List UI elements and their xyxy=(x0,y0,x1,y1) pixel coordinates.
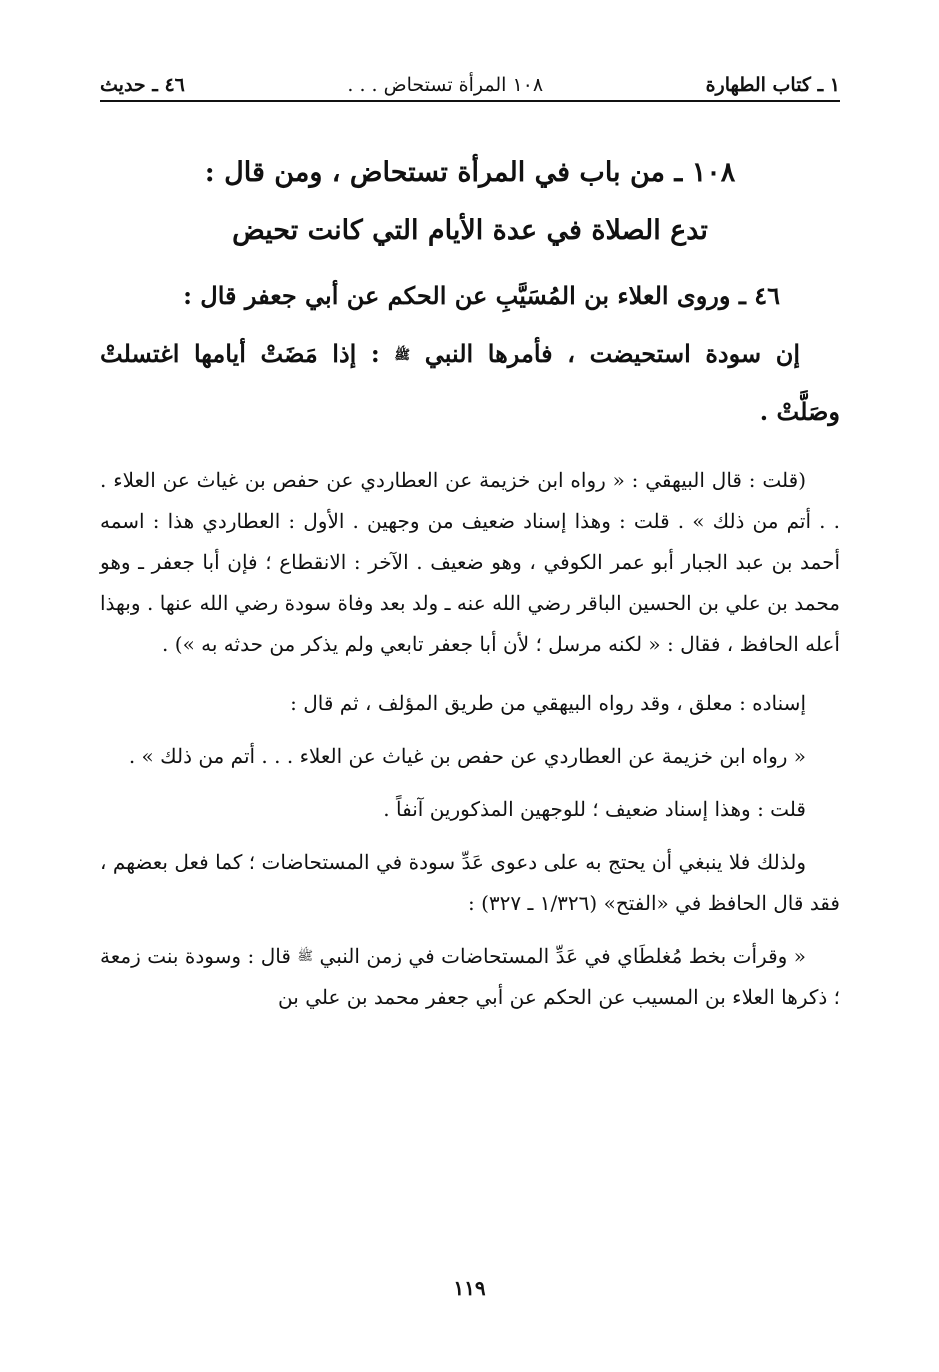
commentary-paragraph-2: إسناده : معلق ، وقد رواه البيهقي من طريق المؤلف ، ثم قال : xyxy=(290,691,806,715)
hadith-text-start: إن سودة استحيضت ، فأمرها النبي xyxy=(424,339,801,368)
running-header xyxy=(100,60,840,102)
commentary-paragraph-1: (قلت : قال البيهقي : « رواه ابن خزيمة عن العطاردي عن حفص بن غياث عن العلاء . . . أتم من ذلك » . قلت : وهذا إسناد ضعيف من وجهين . الأول : العطاردي هذا : اسمه أحمد بن عبد الجبار أبو عمر الكوفي ، وهو ضعيف . الآخر : الانقطاع ؛ فإن أبا جعفر ـ وهو محمد بن علي بن الحسين الباقر رضي الله عنه ـ ولد بعد وفاة سودة رضي الله عنها . وبهذا أعله الحافظ ، فقال : « لكنه مرسل ؛ لأن أبا جعفر تابعي ولم يذكر من حدثه به ») . xyxy=(100,468,840,656)
commentary-paragraph-5: ولذلك فلا ينبغي أن يحتج به على دعوى عَدِّ سودة في المستحاضات ؛ كما فعل بعضهم ، فقد قال الحافظ في «الفتح» (١/٣٢٦ ـ ٣٢٧) : xyxy=(100,850,840,915)
commentary xyxy=(100,460,840,1018)
salutation-symbol: ﷺ xyxy=(297,949,314,964)
salutation-symbol: ﷺ xyxy=(394,348,411,363)
hadith-heading: ٤٦ ـ وروى العلاء بن المُسَيَّبِ عن الحكم عن أبي جعفر قال : xyxy=(183,281,780,310)
header-chapter-title: ١٠٨ المرأة تستحاض . . . xyxy=(347,74,544,96)
commentary-paragraph-6 xyxy=(100,936,840,1018)
header-book-title: ١ ـ كتاب الطهارة xyxy=(705,74,840,96)
commentary-paragraph-4: قلت : وهذا إسناد ضعيف ؛ للوجهين المذكورين آنفاً . xyxy=(383,797,806,821)
commentary-paragraph-3: « رواه ابن خزيمة عن العطاردي عن حفص بن غياث عن العلاء . . . أتم من ذلك » . xyxy=(128,744,806,768)
chapter-title-line-2: تدع الصلاة في عدة الأيام التي كانت تحيض xyxy=(232,215,708,246)
paragraph-6-start: « وقرأت بخط مُغلطَاي في عَدِّ المستحاضات في زمن النبي xyxy=(319,944,807,968)
chapter-title-line-1: ١٠٨ ـ من باب في المرأة تستحاض ، ومن قال : xyxy=(204,157,736,188)
paragraph-6-end: قال : وسودة بنت زمعة ؛ ذكرها العلاء بن المسيب عن الحكم عن أبي جعفر محمد بن علي بن xyxy=(100,944,840,1009)
hadith-text xyxy=(100,326,840,440)
header-hadith-number: ٤٦ ـ حديث xyxy=(100,74,185,96)
hadith-text-end: : إذا مَضَتْ أيامها اغتسلتْ وصَلَّتْ . xyxy=(100,339,840,426)
book-page xyxy=(100,60,840,1030)
page-number: ١١٩ xyxy=(453,1276,486,1300)
chapter-title xyxy=(100,144,840,260)
